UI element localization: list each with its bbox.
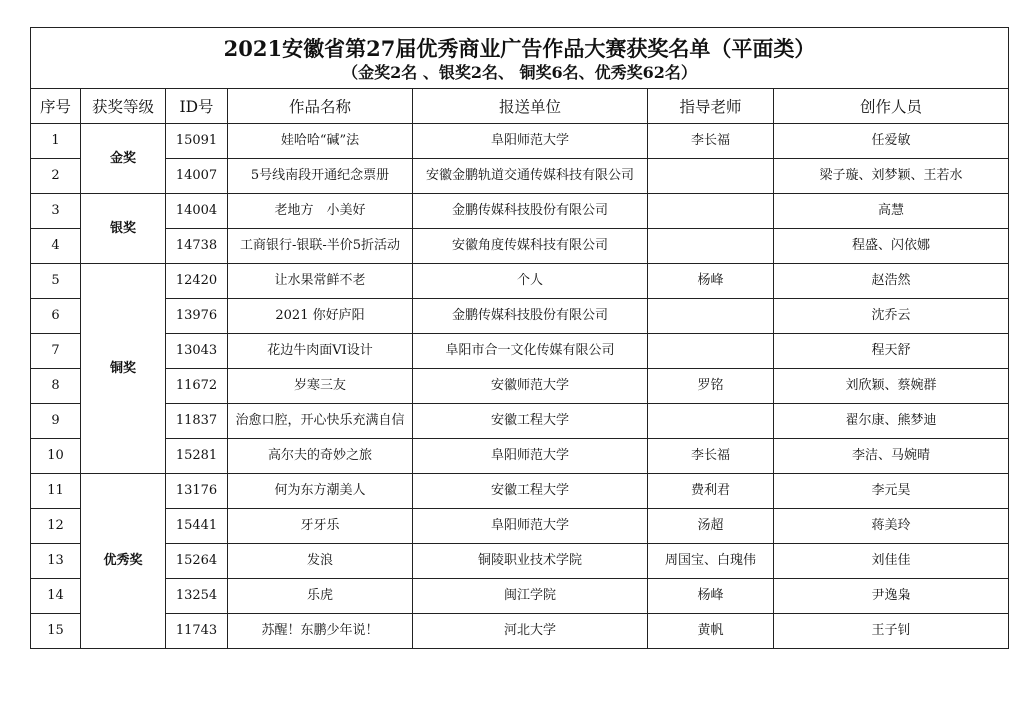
cell-teacher — [648, 194, 774, 229]
cell-award-level: 铜奖 — [81, 264, 166, 474]
cell-no: 1 — [31, 124, 81, 159]
cell-no: 9 — [31, 404, 81, 439]
cell-id: 13976 — [166, 299, 228, 334]
cell-teacher — [648, 229, 774, 264]
cell-unit: 河北大学 — [413, 614, 648, 649]
cell-work-name: 牙牙乐 — [228, 509, 413, 544]
cell-award-level: 银奖 — [81, 194, 166, 264]
cell-creators: 李元昊 — [774, 474, 1009, 509]
cell-teacher: 周国宝、白瑰伟 — [648, 544, 774, 579]
cell-creators: 赵浩然 — [774, 264, 1009, 299]
cell-id: 14007 — [166, 159, 228, 194]
cell-no: 2 — [31, 159, 81, 194]
cell-id: 13254 — [166, 579, 228, 614]
cell-work-name: 花边牛肉面VI设计 — [228, 334, 413, 369]
table-row — [31, 439, 1009, 474]
table-row — [31, 509, 1009, 544]
title-cell — [31, 28, 1009, 89]
cell-unit: 安徽师范大学 — [413, 369, 648, 404]
cell-work-name: 乐虎 — [228, 579, 413, 614]
cell-id: 13176 — [166, 474, 228, 509]
cell-unit: 安徽工程大学 — [413, 474, 648, 509]
cell-teacher: 李长福 — [648, 124, 774, 159]
cell-unit: 阜阳市合一文化传媒有限公司 — [413, 334, 648, 369]
cell-id: 14738 — [166, 229, 228, 264]
table-row — [31, 334, 1009, 369]
cell-teacher: 罗铭 — [648, 369, 774, 404]
cell-no: 7 — [31, 334, 81, 369]
header-id: ID号 — [166, 89, 228, 124]
cell-creators: 梁子璇、刘梦颖、王若水 — [774, 159, 1009, 194]
cell-work-name: 老地方 小美好 — [228, 194, 413, 229]
cell-teacher: 费利君 — [648, 474, 774, 509]
cell-work-name: 5号线南段开通纪念票册 — [228, 159, 413, 194]
cell-no: 5 — [31, 264, 81, 299]
cell-creators: 高慧 — [774, 194, 1009, 229]
header-work-name: 作品名称 — [228, 89, 413, 124]
header-unit: 报送单位 — [413, 89, 648, 124]
cell-id: 15281 — [166, 439, 228, 474]
cell-work-name: 发浪 — [228, 544, 413, 579]
table-row — [31, 124, 1009, 159]
cell-unit: 金鹏传媒科技股份有限公司 — [413, 194, 648, 229]
cell-no: 14 — [31, 579, 81, 614]
cell-creators: 刘佳佳 — [774, 544, 1009, 579]
cell-no: 8 — [31, 369, 81, 404]
cell-award-level: 优秀奖 — [81, 474, 166, 649]
page-subtitle: （金奖2名 、银奖2名、 铜奖6名、优秀奖62名） — [342, 63, 697, 82]
cell-id: 15441 — [166, 509, 228, 544]
cell-teacher: 黄帆 — [648, 614, 774, 649]
cell-teacher — [648, 159, 774, 194]
table-row — [31, 474, 1009, 509]
cell-no: 3 — [31, 194, 81, 229]
cell-creators: 李洁、马婉晴 — [774, 439, 1009, 474]
cell-no: 13 — [31, 544, 81, 579]
cell-teacher — [648, 404, 774, 439]
cell-teacher — [648, 299, 774, 334]
cell-id: 13043 — [166, 334, 228, 369]
cell-no: 12 — [31, 509, 81, 544]
cell-id: 15264 — [166, 544, 228, 579]
cell-award-level: 金奖 — [81, 124, 166, 194]
cell-creators: 翟尔康、熊梦迪 — [774, 404, 1009, 439]
cell-creators: 任爱敏 — [774, 124, 1009, 159]
cell-no: 15 — [31, 614, 81, 649]
cell-id: 11743 — [166, 614, 228, 649]
cell-teacher: 李长福 — [648, 439, 774, 474]
cell-id: 11837 — [166, 404, 228, 439]
cell-no: 4 — [31, 229, 81, 264]
header-teacher: 指导老师 — [648, 89, 774, 124]
cell-unit: 安徽工程大学 — [413, 404, 648, 439]
cell-no: 11 — [31, 474, 81, 509]
table-row — [31, 579, 1009, 614]
cell-id: 12420 — [166, 264, 228, 299]
cell-teacher: 汤超 — [648, 509, 774, 544]
cell-creators: 程盛、闪依娜 — [774, 229, 1009, 264]
cell-id: 15091 — [166, 124, 228, 159]
cell-work-name: 2021 你好庐阳 — [228, 299, 413, 334]
header-creators: 创作人员 — [774, 89, 1009, 124]
award-list-sheet — [30, 27, 1008, 649]
cell-work-name: 苏醒！东鹏少年说！ — [228, 614, 413, 649]
table-row — [31, 229, 1009, 264]
table-row — [31, 404, 1009, 439]
table-row — [31, 194, 1009, 229]
cell-unit: 闽江学院 — [413, 579, 648, 614]
cell-unit: 阜阳师范大学 — [413, 439, 648, 474]
table-row — [31, 369, 1009, 404]
cell-unit: 阜阳师范大学 — [413, 509, 648, 544]
cell-no: 6 — [31, 299, 81, 334]
cell-id: 11672 — [166, 369, 228, 404]
cell-creators: 程天舒 — [774, 334, 1009, 369]
cell-unit: 安徽角度传媒科技有限公司 — [413, 229, 648, 264]
cell-work-name: 治愈口腔，开心快乐充满自信 — [228, 404, 413, 439]
cell-unit: 个人 — [413, 264, 648, 299]
cell-work-name: 让水果常鲜不老 — [228, 264, 413, 299]
cell-creators: 蒋美玲 — [774, 509, 1009, 544]
award-table — [30, 27, 1009, 649]
header-award-level: 获奖等级 — [81, 89, 166, 124]
cell-unit: 安徽金鹏轨道交通传媒科技有限公司 — [413, 159, 648, 194]
cell-teacher: 杨峰 — [648, 579, 774, 614]
cell-creators: 刘欣颖、蔡婉群 — [774, 369, 1009, 404]
header-no: 序号 — [31, 89, 81, 124]
cell-creators: 沈乔云 — [774, 299, 1009, 334]
table-row — [31, 299, 1009, 334]
cell-work-name: 工商银行-银联-半价5折活动 — [228, 229, 413, 264]
table-row — [31, 614, 1009, 649]
cell-teacher — [648, 334, 774, 369]
cell-teacher: 杨峰 — [648, 264, 774, 299]
cell-creators: 尹逸枭 — [774, 579, 1009, 614]
cell-unit: 阜阳师范大学 — [413, 124, 648, 159]
table-row — [31, 544, 1009, 579]
cell-unit: 金鹏传媒科技股份有限公司 — [413, 299, 648, 334]
page-title: 2021安徽省第27届优秀商业广告作品大赛获奖名单（平面类） — [223, 36, 816, 61]
cell-work-name: 何为东方潮美人 — [228, 474, 413, 509]
table-row — [31, 159, 1009, 194]
cell-work-name: 娃哈哈“碱”法 — [228, 124, 413, 159]
table-row — [31, 264, 1009, 299]
header-row — [31, 89, 1009, 124]
cell-work-name: 岁寒三友 — [228, 369, 413, 404]
cell-creators: 王子钊 — [774, 614, 1009, 649]
cell-unit: 铜陵职业技术学院 — [413, 544, 648, 579]
cell-id: 14004 — [166, 194, 228, 229]
cell-no: 10 — [31, 439, 81, 474]
cell-work-name: 高尔夫的奇妙之旅 — [228, 439, 413, 474]
